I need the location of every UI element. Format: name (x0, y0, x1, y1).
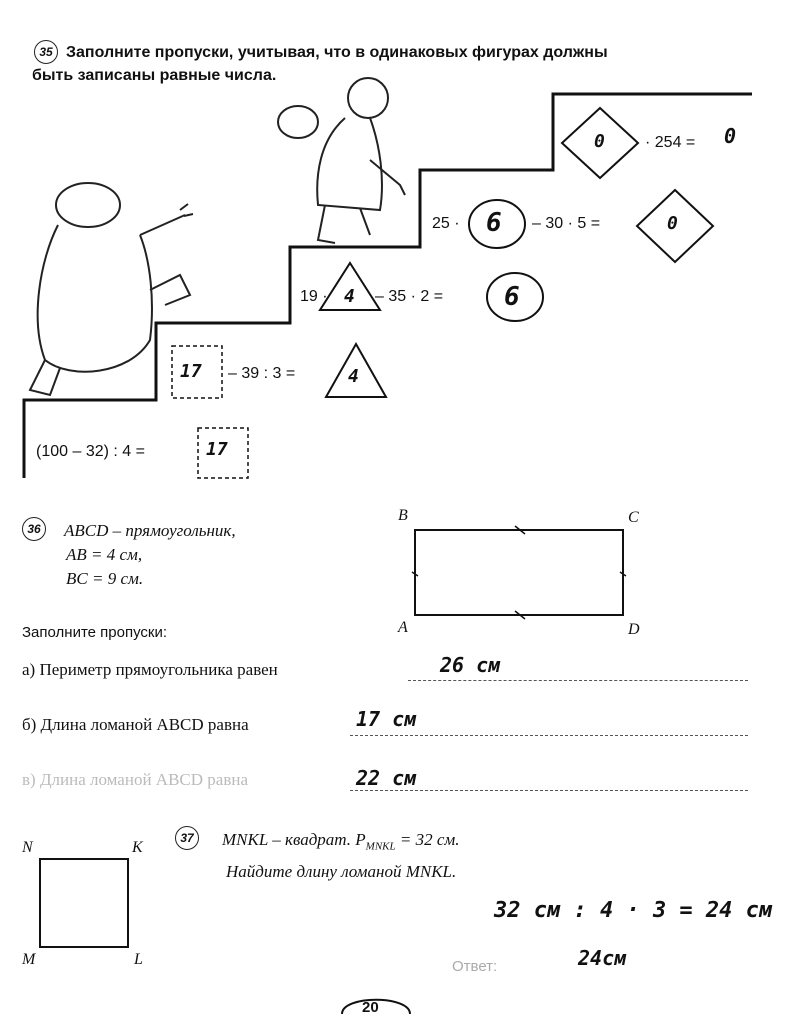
task37-line2: Найдите длину ломаной MNKL. (226, 862, 457, 881)
eq4-triangle-value[interactable]: 4 (348, 366, 359, 387)
label-l: L (134, 951, 143, 968)
eq5-square-value[interactable]: 17 (206, 439, 228, 460)
part-c-text: в) Длина ломаной ABCD равна (22, 770, 248, 789)
task37-answer-label: Ответ: (452, 958, 498, 975)
square-mnkl (40, 859, 128, 947)
page-number: 20 (362, 999, 379, 1016)
eq5-prefix: (100 – 32) : 4 = (36, 443, 145, 460)
part-b-blank (350, 735, 748, 736)
eq1-answer[interactable]: 0 (724, 124, 737, 148)
fill-in-heading: Заполните пропуски: (22, 624, 168, 641)
part-b-answer[interactable]: 17 см (356, 707, 417, 731)
task37-sub: MNKL (365, 840, 396, 853)
task35-text-line1: Заполните пропуски, учитывая, что в одинаковых фигурах должны (66, 44, 608, 61)
label-n: N (22, 839, 33, 856)
task37-line1 (222, 830, 460, 856)
task35-text-line2: быть записаны равные числа. (32, 67, 277, 84)
eq4-middle: – 39 : 3 = (228, 365, 296, 382)
part-a-blank (408, 680, 748, 681)
part-a-answer[interactable]: 26 см (440, 653, 501, 677)
task-number-badge: 36 (22, 517, 46, 541)
task36-line3: BC = 9 см. (66, 569, 144, 588)
rectangle-abcd (415, 530, 623, 615)
eq3-circle-value[interactable]: 6 (504, 282, 520, 312)
label-d: D (628, 621, 640, 638)
part-c-answer[interactable]: 22 см (356, 766, 417, 790)
label-k: K (132, 839, 143, 856)
label-a: A (398, 619, 408, 636)
eq2-middle: – 30 · 5 = (532, 215, 601, 232)
task36-line1: ABCD – прямоугольник, (64, 521, 236, 540)
part-b-text: б) Длина ломаной ABCD равна (22, 715, 249, 734)
eq4-square-value[interactable]: 17 (180, 361, 202, 382)
task37-line1-text: MNKL – квадрат. P (222, 830, 366, 849)
old-man-illustration (30, 183, 193, 395)
eq3-middle: – 35 · 2 = (375, 288, 444, 305)
label-b: B (398, 507, 408, 524)
label-c: C (628, 509, 639, 526)
girl-illustration (278, 78, 405, 243)
eq3-prefix: 19 · (300, 288, 328, 305)
eq1-text: · 254 = (645, 134, 696, 151)
label-m: M (22, 951, 36, 968)
eq1-diamond-value: 0 (594, 131, 605, 152)
task-number-badge: 37 (175, 826, 199, 850)
eq2-prefix: 25 · (432, 215, 460, 232)
task37-line1-end: = 32 см. (399, 830, 460, 849)
task36-line2: AB = 4 см, (66, 545, 143, 564)
eq2-diamond-value[interactable]: 0 (667, 213, 678, 234)
eq3-triangle-value[interactable]: 4 (344, 286, 355, 307)
task-number-badge: 35 (34, 40, 58, 64)
eq2-circle-value[interactable]: 6 (486, 208, 502, 238)
part-a-text: а) Периметр прямоугольника равен (22, 660, 278, 679)
task37-answer[interactable]: 24см (578, 946, 627, 970)
part-c-blank (350, 790, 748, 791)
task37-solution[interactable]: 32 см : 4 · 3 = 24 см (494, 898, 773, 923)
